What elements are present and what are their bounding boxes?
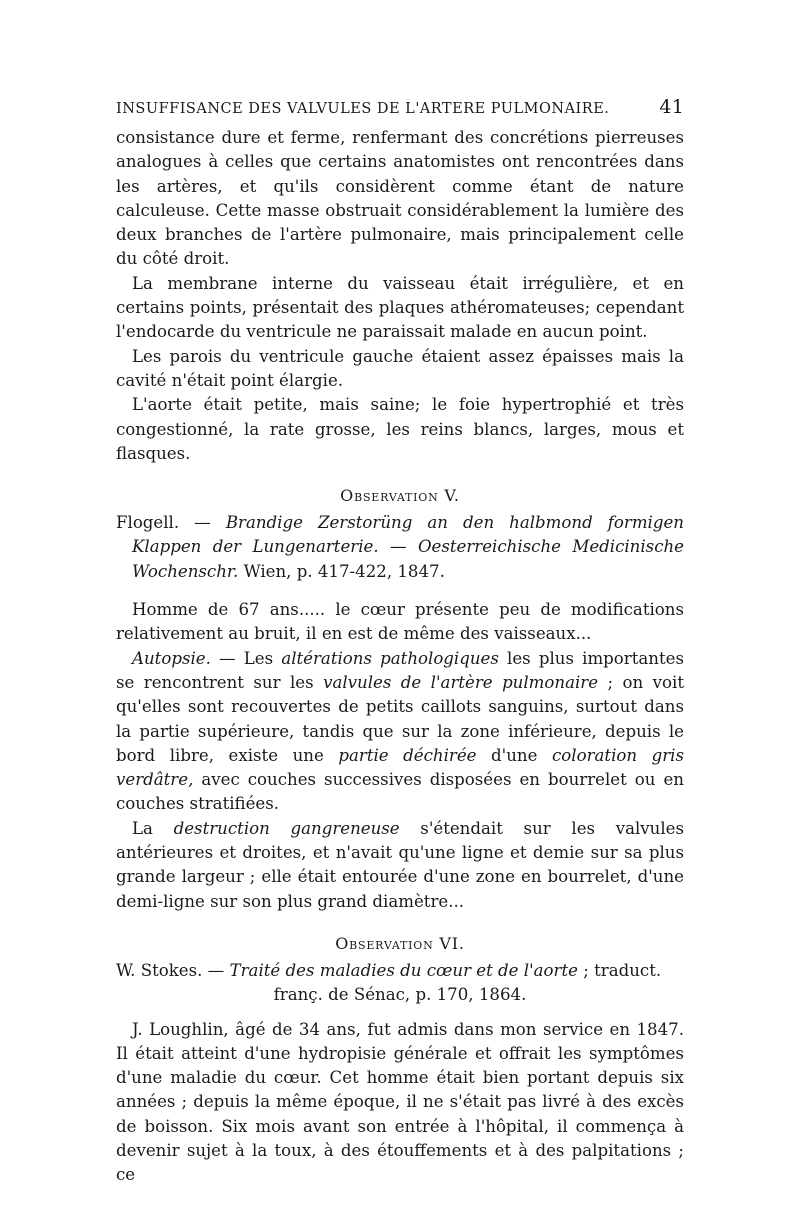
page [116,96,684,1188]
em-text: altérations pathologiques [281,648,499,668]
paragraph [116,817,684,914]
ref-author: Flogell. — [116,513,226,533]
em-text: destruction gangreneuse [173,818,400,838]
running-title: INSUFFISANCE DES VALVULES DE L'ARTERE PULMONAIRE. [116,101,610,117]
em-text: valvules de l'artère pulmonaire [323,672,599,692]
paragraph: J. Loughlin, âgé de 34 ans, fut admis dans mon service en 1847. Il était atteint d'une hydropisie générale et offrait les symptômes d'une maladie du cœur. Cet homme était bien portant depuis six années ; depuis la même époque, il ne s'était pas livré à des excès de boisson. Six mois avant son entrée à l'hôpital, il commença à devenir sujet à la toux, à des étouffements et à des palpitations ; ce [116,1019,684,1185]
text: ; on voit qu'elles sont recouvertes de petits caillots sanguins, surtout dans la partie supérieure, tandis que sur la zone inférieure, depuis le bord libre, existe une [116,672,684,765]
observation-heading: Observation V. [340,486,460,506]
text: les plus importantes se rencontrent sur les [116,648,684,692]
paragraph: L'aorte était petite, mais saine; le foie hypertrophié et très congestionné, la rate grosse, les reins blancs, larges, mous et flasques. [116,395,684,463]
ref-title: Traité des maladies du cœur et de l'aorte [229,960,578,980]
em-text: coloration gris verdâtre, [116,745,684,790]
paragraph: La membrane interne du vaisseau était irrégulière, et en certains points, présentait des plaques athéromateuses; cependant l'endocarde du ventricule ne paraissait malade en aucun point. [116,273,684,342]
running-head [116,96,684,126]
paragraph [116,647,684,817]
ref-title: Brandige Zerstorüng an den halbmond formigen Klappen der Lungenarterie. — Oesterreichische Medicinische Wochenschr. [132,513,684,581]
page-number: 41 [659,96,684,118]
observation-heading: Observation VI. [335,933,465,953]
reference-continuation: franç. de Sénac, p. 170, 1864. [273,985,527,1005]
text: — Les [210,648,282,668]
text: d'une [476,745,552,765]
text: La [132,818,174,838]
ref-author: W. Stokes. — [116,960,230,980]
ref-details: ; traduct. [577,960,662,980]
reference [116,511,684,584]
paragraph: consistance dure et ferme, renfermant des concrétions pierreuses analogues à celles que certains anatomistes ont rencontrées dans les artères, et qu'ils considèrent comme étant de nature calculeuse. Cette masse obstruait considérablement la lumière des deux branches de l'artère pulmonaire, mais principalement celle du côté droit. [116,128,684,269]
paragraph: Les parois du ventricule gauche étaient assez épaisses mais la cavité n'était point élargie. [116,346,684,390]
ref-details: Wien, p. 417-422, 1847. [238,561,445,581]
em-text: partie déchirée [338,745,477,765]
text: avec couches successives disposées en bourrelet ou en couches stratifiées. [116,770,684,814]
reference [116,959,684,983]
em-text: Autopsie. [132,648,211,668]
paragraph: Homme de 67 ans..... le cœur présente peu de modifications relativement au bruit, il en est de même des vaisseaux... [116,600,684,644]
text: s'étendait sur les valvules antérieures et droites, et n'avait qu'une ligne et demie sur sa plus grande largeur ; elle était entourée d'une zone en bourrelet, d'une demi-ligne sur son plus grand diamètre... [116,818,684,911]
